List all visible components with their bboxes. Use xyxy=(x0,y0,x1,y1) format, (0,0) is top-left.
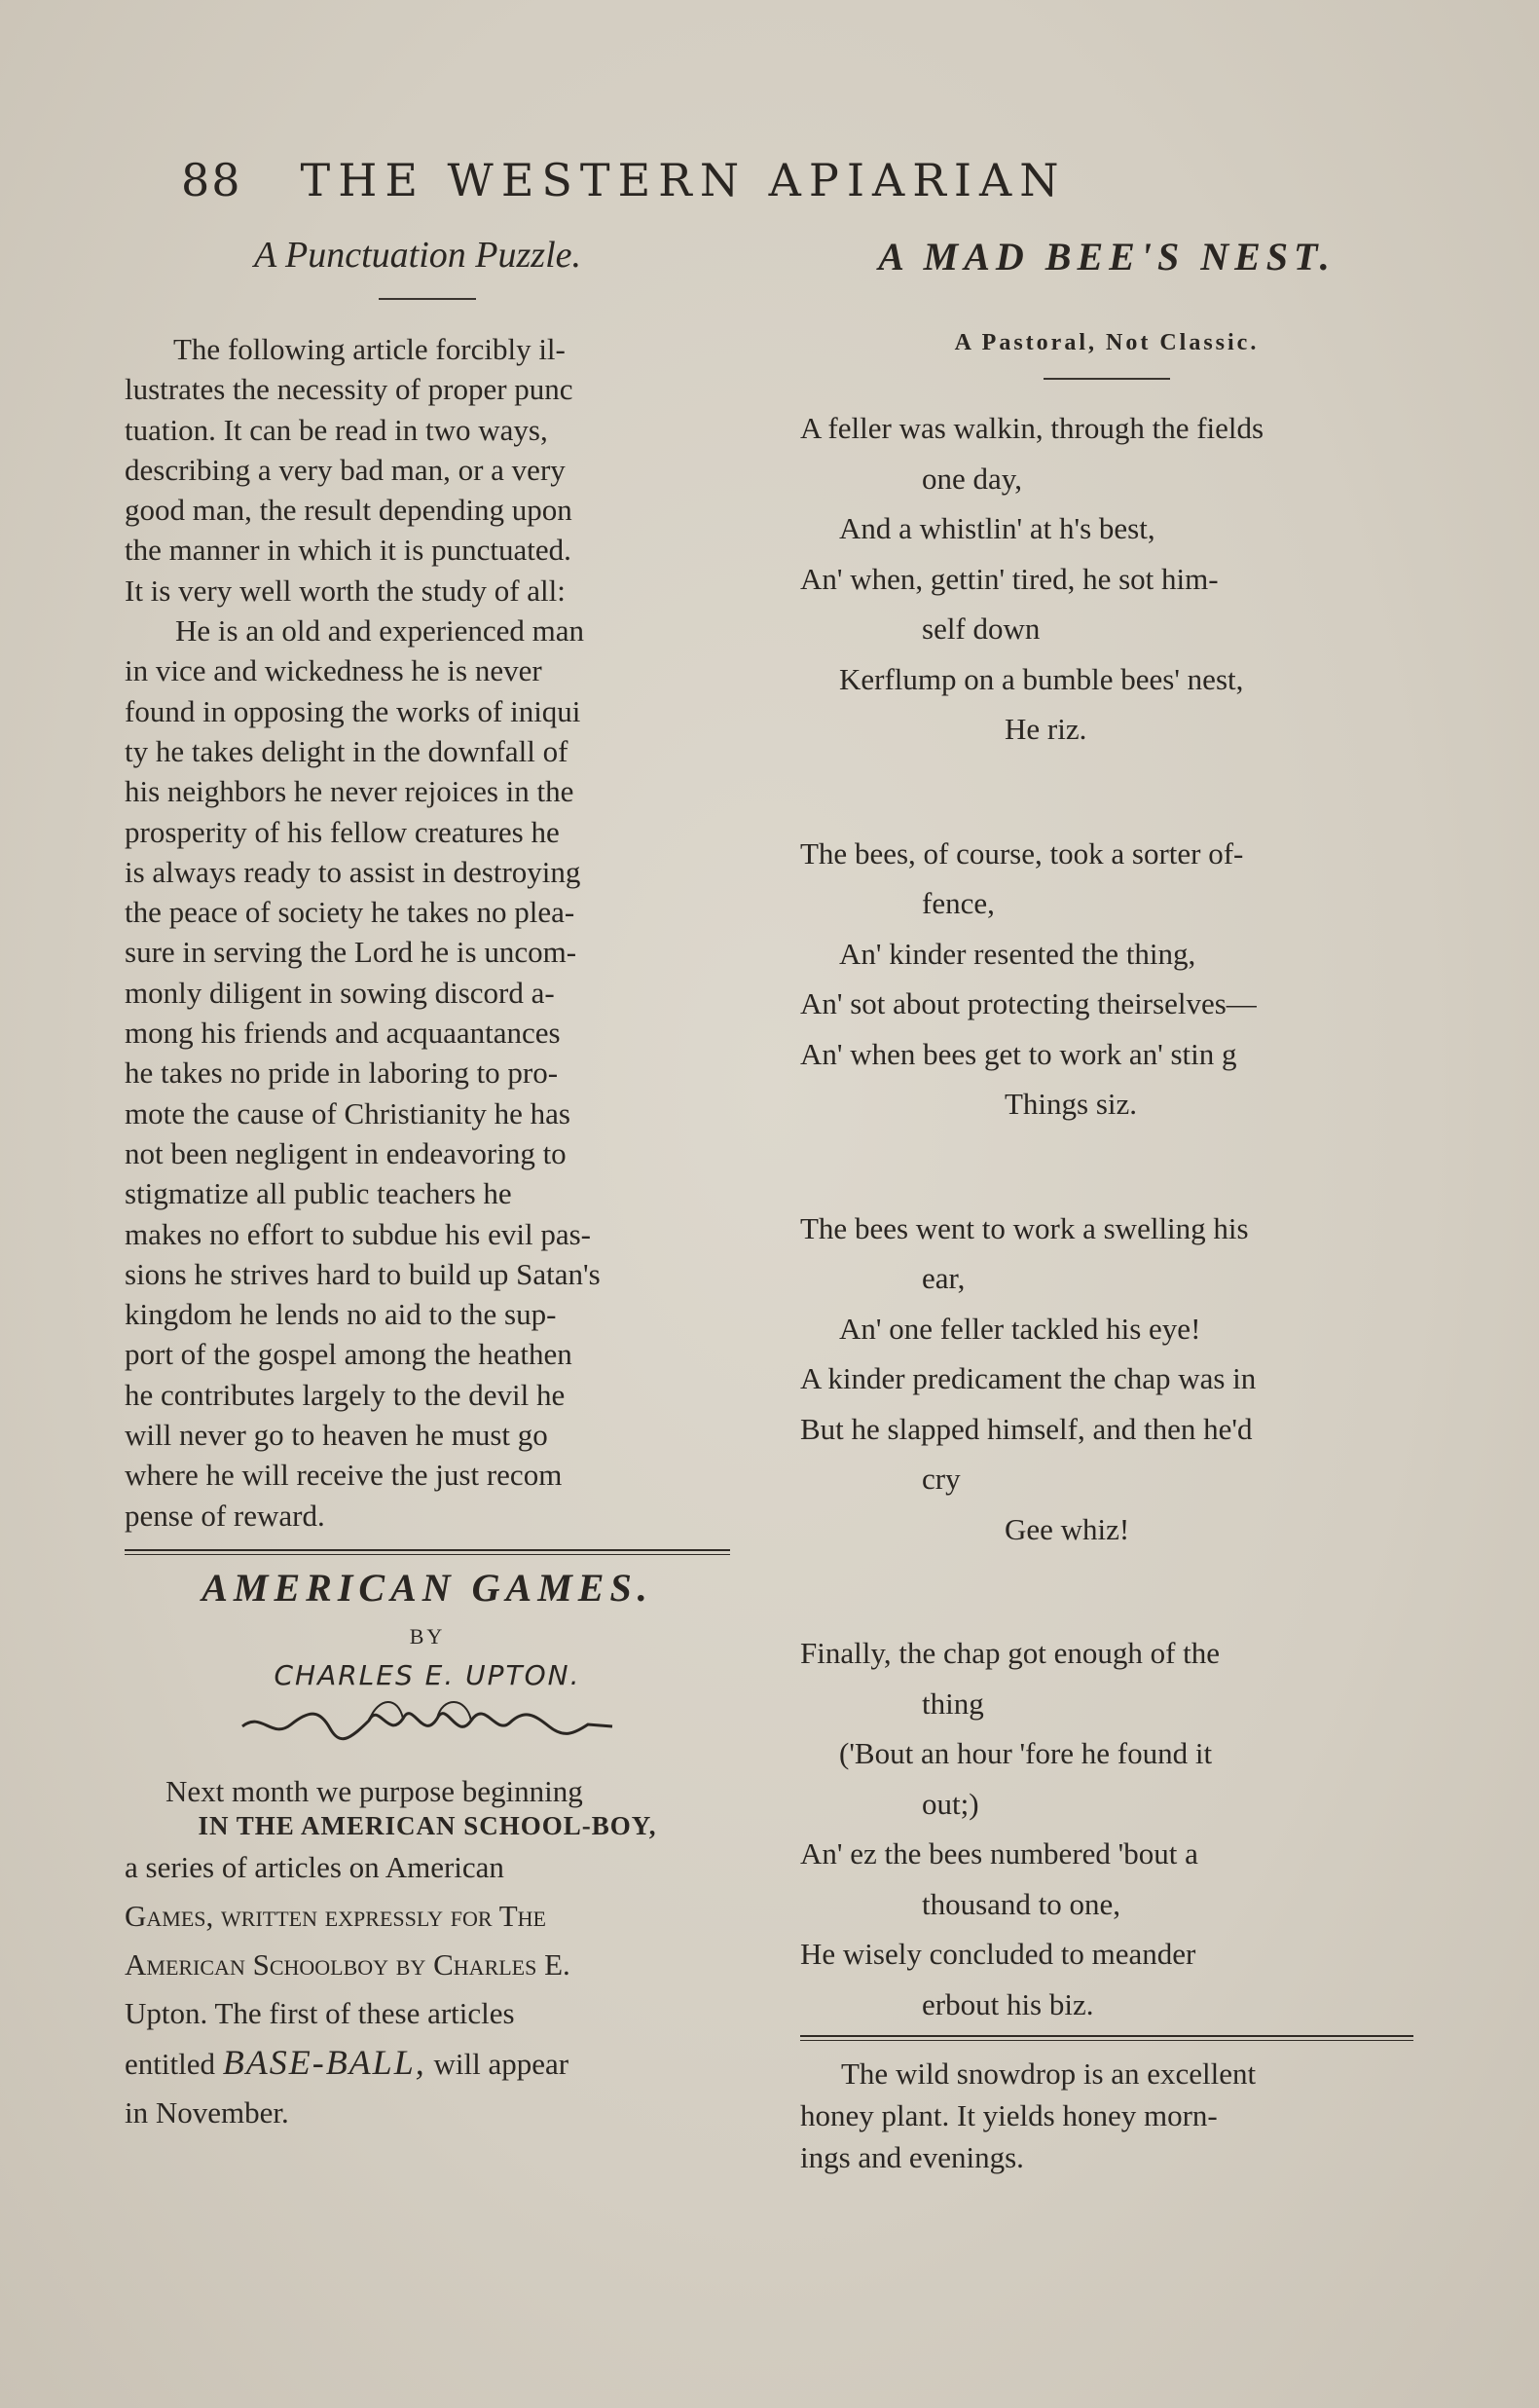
poem-line: fence, xyxy=(922,886,995,920)
bees-title: A MAD BEE'S NEST. xyxy=(878,235,1336,278)
puzzle-body-line: kingdom he lends no aid to the sup- xyxy=(125,1297,557,1332)
puzzle-intro-line: It is very well worth the study of all: xyxy=(125,573,566,608)
bees-subtitle: A Pastoral, Not Classic. xyxy=(954,330,1260,355)
poem xyxy=(800,403,1413,2029)
puzzle-body xyxy=(125,611,730,1536)
poem-line: A kinder predicament the chap was in xyxy=(800,1361,1257,1395)
poem-line: An' kinder resented the thing, xyxy=(839,936,1196,971)
poem-line: The bees went to work a swelling his xyxy=(800,1210,1249,1245)
puzzle-body-line: ty he takes delight in the downfall of xyxy=(125,733,568,768)
entitled-name: BASE-BALL, xyxy=(222,2043,426,2083)
poem-line: ('Bout an hour 'fore he found it xyxy=(839,1736,1213,1770)
puzzle-body-line: mong his friends and acquaantances xyxy=(125,1016,561,1051)
games-body-line: in November. xyxy=(125,2095,289,2130)
poem-line: Finally, the chap got enough of the xyxy=(800,1636,1221,1670)
page-number: 88 xyxy=(181,154,242,206)
title-rule xyxy=(379,298,476,300)
poem-line: But he slapped himself, and then he'd xyxy=(800,1411,1253,1446)
puzzle-body-line: mote the cause of Christianity he has xyxy=(125,1095,570,1130)
stanza xyxy=(800,403,1413,755)
snowdrop-line: The wild snowdrop is an excellent xyxy=(841,2056,1257,2091)
games-body-line: Upton. The first of these articles xyxy=(125,1996,515,2031)
poem-line: ear, xyxy=(922,1261,966,1295)
stanza xyxy=(800,1628,1413,2029)
games-title: AMERICAN GAMES. xyxy=(202,1565,653,1610)
puzzle-title: A Punctuation Puzzle. xyxy=(254,235,581,276)
puzzle-intro-line: the manner in which it is punctuated. xyxy=(125,533,571,568)
poem-line: An' sot about protecting theirselves— xyxy=(800,986,1257,1020)
entitled-prefix: entitled xyxy=(125,2047,215,2082)
games-body-line xyxy=(125,1892,730,1941)
puzzle-body-line: is always ready to assist in destroying xyxy=(125,854,581,889)
poem-line: An' one feller tackled his eye! xyxy=(839,1311,1201,1346)
poem-line: erbout his biz. xyxy=(922,1986,1094,2021)
poem-line: An' when bees get to work an' stin g xyxy=(800,1036,1237,1071)
snowdrop-line: ings and evenings. xyxy=(800,2140,1024,2174)
puzzle-body-line: in vice and wickedness he is never xyxy=(125,653,542,688)
section-rule xyxy=(125,1549,730,1555)
puzzle-body-line: pense of reward. xyxy=(125,1498,325,1533)
puzzle-body-line: sions he strives hard to build up Satan's xyxy=(125,1256,601,1291)
left-column xyxy=(125,234,730,2137)
flourish-ornament xyxy=(233,1691,622,1750)
snowdrop-line: honey plant. It yields honey morn- xyxy=(800,2098,1218,2132)
puzzle-body-line: where he will receive the just recom xyxy=(125,1458,563,1493)
games-body-text: Games, written expressly for The xyxy=(125,1899,546,1934)
subtitle-rule xyxy=(1044,378,1170,380)
puzzle-body-line: his neighbors he never rejoices in the xyxy=(125,774,574,809)
stanza xyxy=(800,1204,1413,1555)
snowdrop-note xyxy=(800,2053,1413,2178)
poem-line: The bees, of course, took a sorter of- xyxy=(800,835,1244,871)
poem-line: And a whistlin' at h's best, xyxy=(839,511,1155,545)
puzzle-body-line: stigmatize all public teachers he xyxy=(125,1176,512,1211)
puzzle-intro-line: The following article forcibly il- xyxy=(173,332,566,366)
games-announcement xyxy=(125,1771,730,1811)
puzzle-intro-line: tuation. It can be read in two ways, xyxy=(125,412,548,447)
puzzle-body-line: he takes no pride in laboring to pro- xyxy=(125,1056,559,1091)
puzzle-body-line: He is an old and experienced man xyxy=(175,613,585,648)
entitled-suffix: will appear xyxy=(433,2047,569,2082)
puzzle-body-line: the peace of society he takes no plea- xyxy=(125,895,575,930)
stanza xyxy=(800,829,1413,1130)
poem-line: A feller was walkin, through the fields xyxy=(800,411,1264,445)
puzzle-intro-line: good man, the result depending upon xyxy=(125,493,572,528)
puzzle-intro-line: lustrates the necessity of proper punc xyxy=(125,372,573,407)
puzzle-body-line: sure in serving the Lord he is uncom- xyxy=(125,935,577,970)
games-announce-line: Next month we purpose beginning xyxy=(165,1773,583,1808)
poem-line: Gee whiz! xyxy=(1005,1511,1130,1546)
puzzle-intro xyxy=(125,329,730,611)
right-column xyxy=(800,234,1413,2178)
poem-line: one day, xyxy=(922,461,1023,496)
puzzle-body-line: monly diligent in sowing discord a- xyxy=(125,975,555,1010)
poem-line: He riz. xyxy=(1005,712,1087,746)
puzzle-body-line: makes no effort to subdue his evil pas- xyxy=(125,1216,591,1251)
poem-line: out;) xyxy=(922,1786,979,1821)
poem-line: cry xyxy=(922,1462,961,1496)
games-entitled-line xyxy=(125,2038,730,2089)
poem-line: He wisely concluded to meander xyxy=(800,1937,1196,1971)
poem-line: Things siz. xyxy=(1005,1087,1138,1121)
puzzle-body-line: prosperity of his fellow creatures he xyxy=(125,814,560,849)
puzzle-intro-line: describing a very bad man, or a very xyxy=(125,452,566,487)
puzzle-body-line: will never go to heaven he must go xyxy=(125,1418,548,1453)
puzzle-body-line: found in opposing the works of iniqui xyxy=(125,693,581,728)
puzzle-body-line: he contributes largely to the devil he xyxy=(125,1377,566,1412)
puzzle-body-line: not been negligent in endeavoring to xyxy=(125,1135,567,1170)
games-publication: IN THE AMERICAN SCHOOL-BOY, xyxy=(198,1811,657,1841)
puzzle-body-line: port of the gospel among the heathen xyxy=(125,1337,572,1372)
running-header xyxy=(181,154,1193,206)
poem-line: self down xyxy=(922,611,1041,646)
poem-line: An' ez the bees numbered 'bout a xyxy=(800,1836,1198,1871)
poem-line: Kerflump on a bumble bees' nest, xyxy=(839,661,1244,696)
games-body-line xyxy=(125,1941,730,1989)
poem-line: thing xyxy=(922,1686,984,1721)
games-body-text: American Schoolboy by Charles E. xyxy=(125,1947,570,1982)
running-title: THE WESTERN APIARIAN xyxy=(300,154,1067,206)
games-by: BY xyxy=(409,1623,446,1649)
games-body-line: a series of articles on American xyxy=(125,1850,504,1885)
closing-rule xyxy=(800,2035,1413,2041)
games-body xyxy=(125,1843,730,2137)
poem-line: thousand to one, xyxy=(922,1886,1121,1921)
poem-line: An' when, gettin' tired, he sot him- xyxy=(800,561,1219,596)
games-author: CHARLES E. UPTON. xyxy=(274,1658,581,1691)
